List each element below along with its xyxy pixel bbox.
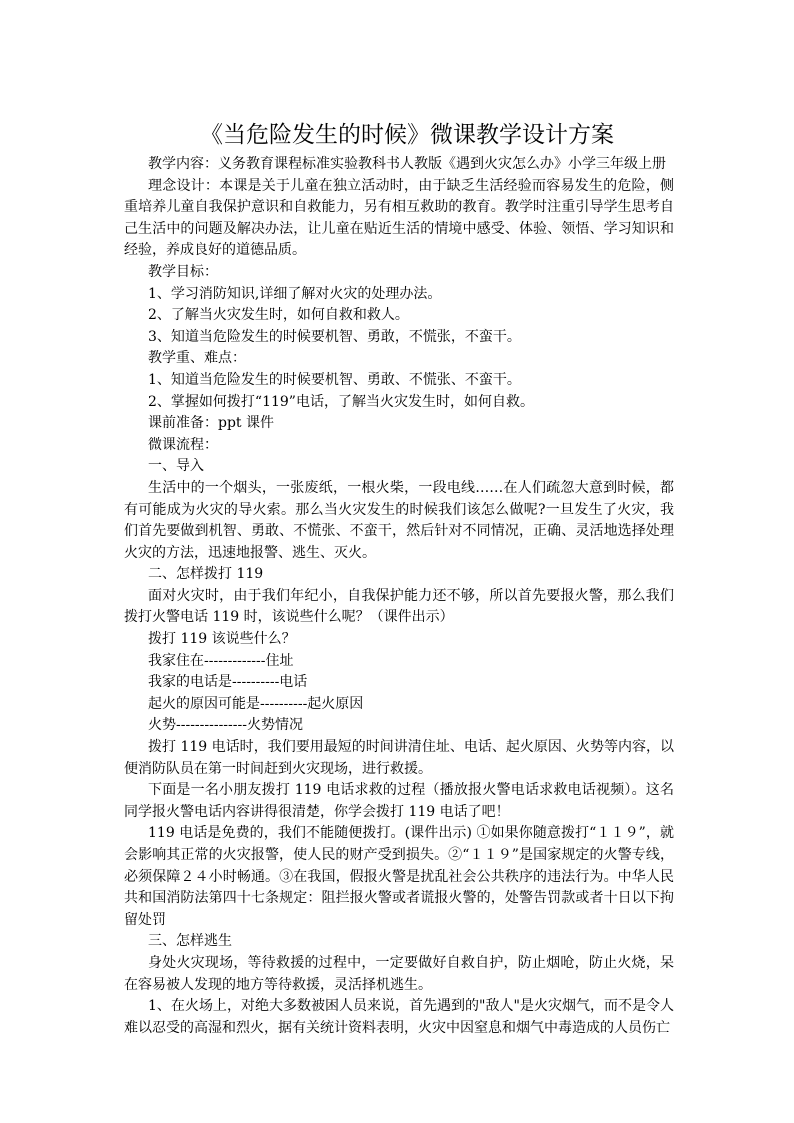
- paragraph-video: 下面是一名小朋友拨打 119 电话求救的过程（播放报火警电话求救电话视频）。这名同学报火警电话内容讲得很清楚，你学会拨打 119 电话了吧！: [124, 782, 674, 820]
- section-heading-call-119: 二、怎样拨打 119: [148, 566, 264, 583]
- section-heading-intro: 一、导入: [148, 458, 204, 475]
- list-item: 我家住在-------------住址: [148, 652, 294, 669]
- heading-key-points: 教学重、难点：: [148, 350, 246, 367]
- document-title: 《当危险发生的时候》微课教学设计方案: [200, 122, 614, 148]
- paragraph-call-details: 拨打 119 电话时，我们要用最短的时间讲清住址、电话、起火原因、火势等内容，以便消防队员在第一时间赶到火灾现场，进行救援。: [124, 739, 674, 777]
- paragraph-what-to-say: 拨打 119 该说些什么？: [148, 631, 296, 648]
- paragraph-preparation: 课前准备：ppt 课件: [148, 415, 274, 432]
- paragraph-free-call: 119 电话是免费的，我们不能随便拨打。(课件出示) ①如果你随意拨打“１１９”，就会影响其正常的火灾报警，使人民的财产受到损失。②“１１９”是国家规定的火警专线，必须保障２４小时畅通。③在我国，假报火警是扰乱社会公共秩序的违法行为。中华人民共和国消防法第四十七条规定：阻拦报火警或者谎报火警的，处警告罚款或者十日以下拘留处罚: [124, 825, 674, 928]
- list-item: 1、学习消防知识,详细了解对火灾的处理办法。: [148, 285, 442, 302]
- paragraph-escape: 身处火灾现场，等待救援的过程中，一定要做好自救自护，防止烟呛，防止火烧，呆在容易被人发现的地方等待救援，灵活择机逃生。: [124, 954, 674, 993]
- document-body: [124, 154, 674, 1039]
- heading-teaching-goals: 教学目标：: [148, 263, 218, 280]
- paragraph-intro: 生活中的一个烟头，一张废纸，一根火柴，一段电线……在人们疏忽大意到时候，都有可能成为火灾的导火索。那么当火灾发生的时候我们该怎么做呢?一旦发生了火灾，我们首先要做到机智、勇敢、不慌张、不蛮干，然后针对不同情况，正确、灵活地选择处理火灾的方法，迅速地报警、逃生、灭火。: [124, 479, 674, 561]
- list-item: 2、掌握如何拨打“119”电话，了解当火灾发生时，如何自救。: [148, 393, 534, 410]
- heading-process: 微课流程：: [148, 436, 218, 453]
- paragraph-call-119: 面对火灾时，由于我们年纪小，自我保护能力还不够，所以首先要报火警，那么我们拨打火警电话 119 时，该说些什么呢？（课件出示）: [124, 587, 674, 626]
- list-item: 我家的电话是----------电话: [148, 674, 308, 691]
- list-item: 1、知道当危险发生的时候要机智、勇敢、不慌张、不蛮干。: [148, 371, 521, 388]
- paragraph-smoke: 1、在火场上，对绝大多数被困人员来说，首先遇到的"敌人"是火灾烟气，而不是令人难以忍受的高湿和烈火，据有关统计资料表明，火灾中因窒息和烟气中毒造成的人员伤亡: [124, 998, 674, 1036]
- paragraph-teaching-content: 教学内容：义务教育课程标准实验教科书人教版《遇到火灾怎么办》小学三年级上册: [148, 156, 666, 172]
- list-item: 2、了解当火灾发生时，如何自救和救人。: [148, 307, 409, 324]
- list-item: 火势---------------火势情况: [148, 717, 303, 734]
- list-item: 3、知道当危险发生的时候要机智、勇敢，不慌张，不蛮干。: [148, 328, 521, 345]
- paragraph-design-concept: 理念设计：本课是关于儿童在独立活动时，由于缺乏生活经验而容易发生的危险，侧重培养儿童自我保护意识和自救能力，另有相互救助的教育。教学时注重引导学生思考自己生活中的问题及解决办法，让儿童在贴近生活的情境中感受、体验、领悟、学习知识和经验，养成良好的道德品质。: [124, 177, 674, 259]
- section-heading-escape: 三、怎样逃生: [148, 933, 232, 950]
- list-item: 起火的原因可能是----------起火原因: [148, 695, 364, 712]
